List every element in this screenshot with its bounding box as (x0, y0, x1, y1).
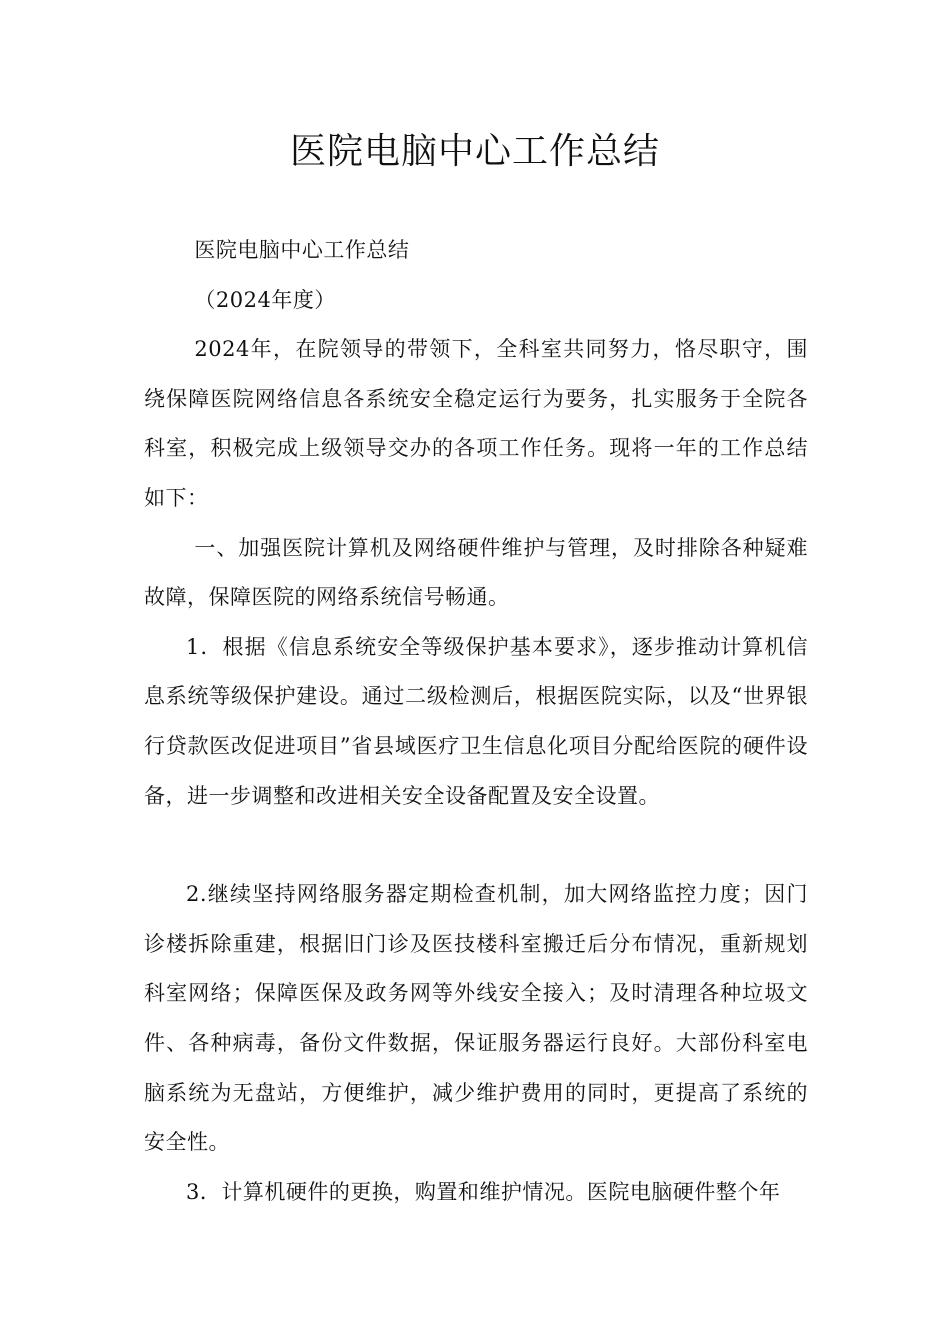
paragraph-section-one: 一、加强医院计算机及网络硬件维护与管理，及时排除各种疑难故障，保障医院的网络系统信号畅通。 (144, 535, 808, 610)
document-title: 医院电脑中心工作总结 (289, 131, 660, 172)
subtitle-line: 医院电脑中心工作总结 (194, 238, 410, 262)
paragraph-item-2: 2.继续坚持网络服务器定期检查机制，加大网络监控力度；因门诊楼拆除重建，根据旧门诊及医技楼科室搬迁后分布情况，重新规划科室网络；保障医保及政务网等外线安全接入；及时清理各种垃圾文件、各种病毒，备份文件数据，保证服务器运行良好。大部份科室电脑系统为无盘站，方便维护，减少维护费用的同时，更提高了系统的安全性。 (144, 882, 808, 1155)
year-line: （2024年度） (194, 287, 336, 312)
document-body (144, 226, 808, 1217)
paragraph-intro: 2024年，在院领导的带领下，全科室共同努力，恪尽职守，围绕保障医院网络信息各系统安全稳定运行为要务，扎实服务于全院各科室，积极完成上级领导交办的各项工作任务。现将一年的工作总结如下： (144, 337, 808, 510)
paragraph-item-1: 1．根据《信息系统安全等级保护基本要求》，逐步推动计算机信息系统等级保护建设。通过二级检测后，根据医院实际，以及“世界银行贷款医改促进项目”省县域医疗卫生信息化项目分配给医院的硬件设备，进一步调整和改进相关安全设备配置及安全设置。 (144, 634, 808, 808)
paragraph-item-3: 3．计算机硬件的更换，购置和维护情况。医院电脑硬件整个年 (186, 1179, 781, 1204)
